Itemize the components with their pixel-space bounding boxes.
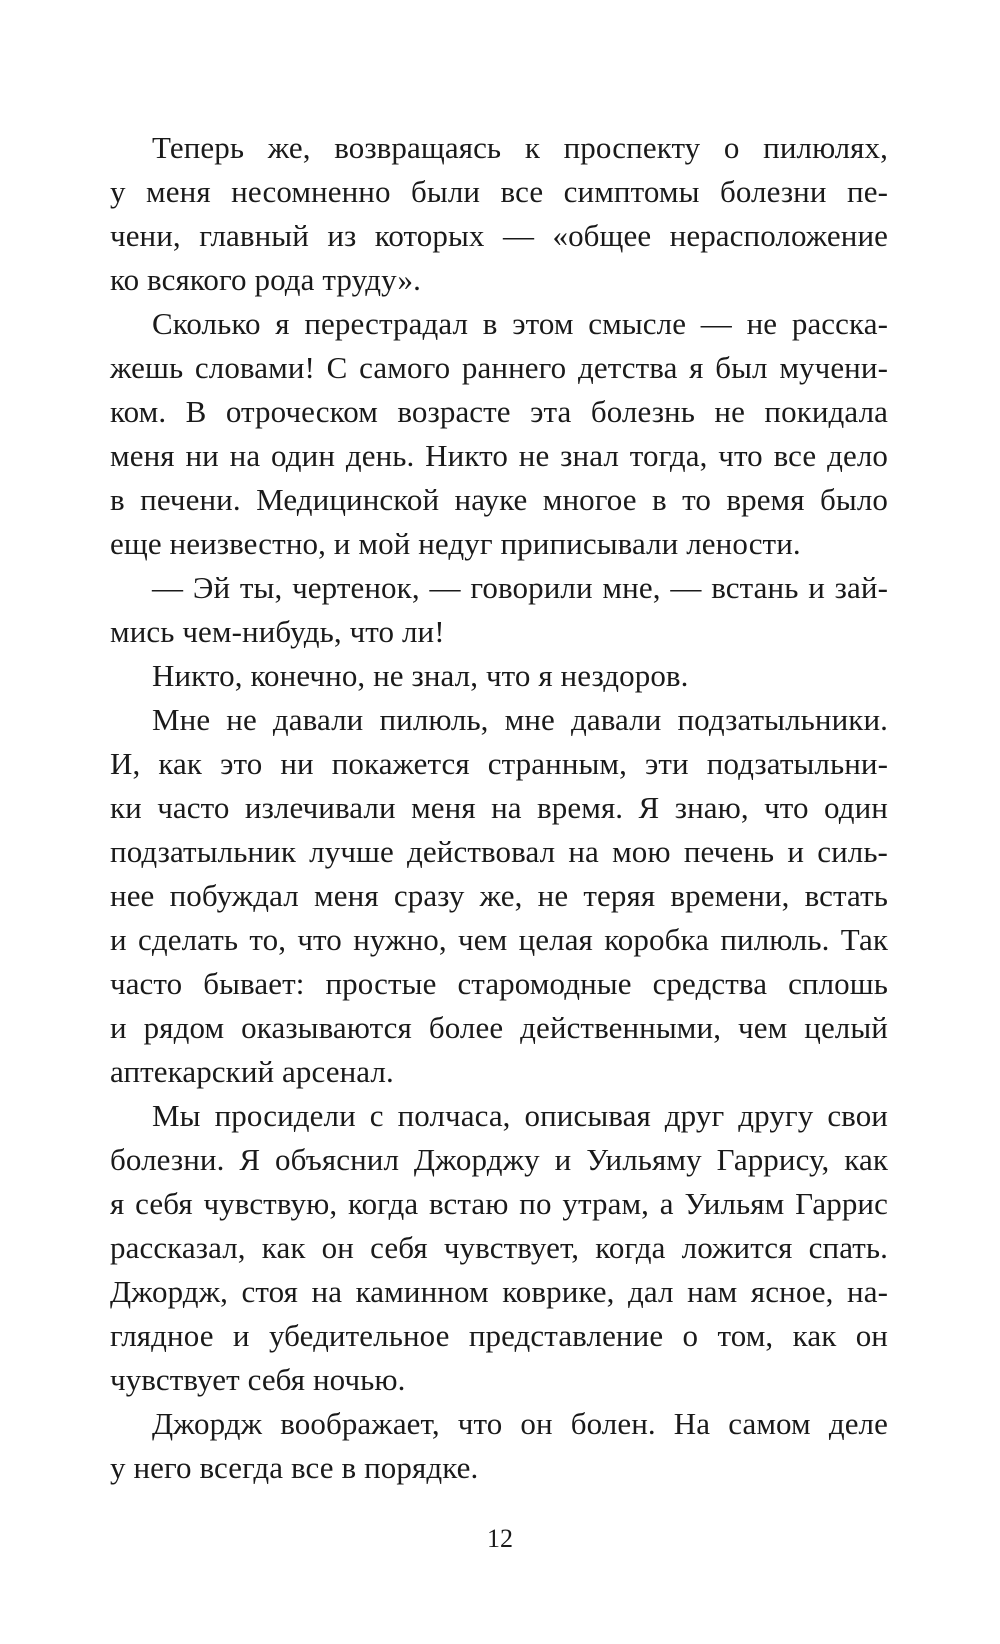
text-line: Мы просидели с полчаса, описывая друг другу свои bbox=[152, 1098, 888, 1133]
text-line: нее побуждал меня сразу же, не теряя времени, встать bbox=[110, 878, 888, 913]
text-line: жешь словами! С самого раннего детства я был мучени- bbox=[110, 350, 888, 385]
text-line: у меня несомненно были все симптомы болезни пе- bbox=[110, 174, 888, 209]
text-line: болезни. Я объяснил Джорджу и Уильяму Гаррису, как bbox=[110, 1142, 888, 1177]
text-line: — Эй ты, чертенок, — говорили мне, — встань и зай- bbox=[152, 570, 888, 605]
text-line: и рядом оказываются более действенными, чем целый bbox=[110, 1010, 888, 1045]
text-line: в печени. Медицинской науке многое в то время было bbox=[110, 482, 888, 517]
text-line: ко всякого рода труду». bbox=[110, 262, 421, 297]
paragraph bbox=[110, 126, 888, 302]
text-line: Никто, конечно, не знал, что я нездоров. bbox=[152, 658, 689, 693]
paragraph bbox=[110, 566, 888, 654]
text-line: чувствует себя ночью. bbox=[110, 1362, 406, 1397]
text-line: Джордж, стоя на каминном коврике, дал нам ясное, на- bbox=[110, 1274, 888, 1309]
text-line: часто бывает: простые старомодные средства сплошь bbox=[110, 966, 888, 1001]
paragraph bbox=[110, 302, 888, 566]
page-number: 12 bbox=[487, 1524, 513, 1553]
text-line: рассказал, как он себя чувствует, когда ложится спать. bbox=[110, 1230, 888, 1265]
paragraph bbox=[110, 1402, 888, 1490]
text-line: И, как это ни покажется странным, эти подзатыльни- bbox=[110, 746, 888, 781]
text-line: и сделать то, что нужно, чем целая коробка пилюль. Так bbox=[110, 922, 888, 957]
text-line: Теперь же, возвращаясь к проспекту о пилюлях, bbox=[152, 130, 888, 165]
text-line: я себя чувствую, когда встаю по утрам, а Уильям Гаррис bbox=[110, 1186, 888, 1221]
text-line: Сколько я перестрадал в этом смысле — не расска- bbox=[152, 306, 888, 341]
paragraph bbox=[110, 1094, 888, 1402]
text-line: меня ни на один день. Никто не знал тогда, что все дело bbox=[110, 438, 888, 473]
text-line: ки часто излечивали меня на время. Я знаю, что один bbox=[110, 790, 888, 825]
text-line: чени, главный из которых — «общее нерасположение bbox=[110, 218, 888, 253]
text-line: еще неизвестно, и мой недуг приписывали лености. bbox=[110, 526, 801, 561]
text-line: ком. В отроческом возрасте эта болезнь не покидала bbox=[110, 394, 888, 429]
paragraph bbox=[110, 654, 888, 698]
body-text bbox=[110, 126, 888, 1490]
text-line: у него всегда все в порядке. bbox=[110, 1450, 479, 1485]
text-line: мись чем-нибудь, что ли! bbox=[110, 614, 445, 649]
text-line: аптекарский арсенал. bbox=[110, 1054, 394, 1089]
text-line: Мне не давали пилюль, мне давали подзатыльники. bbox=[152, 702, 888, 737]
paragraph bbox=[110, 698, 888, 1094]
text-line: глядное и убедительное представление о том, как он bbox=[110, 1318, 888, 1353]
text-line: Джордж воображает, что он болен. На самом деле bbox=[152, 1406, 888, 1441]
text-line: подзатыльник лучше действовал на мою печень и силь- bbox=[110, 834, 888, 869]
